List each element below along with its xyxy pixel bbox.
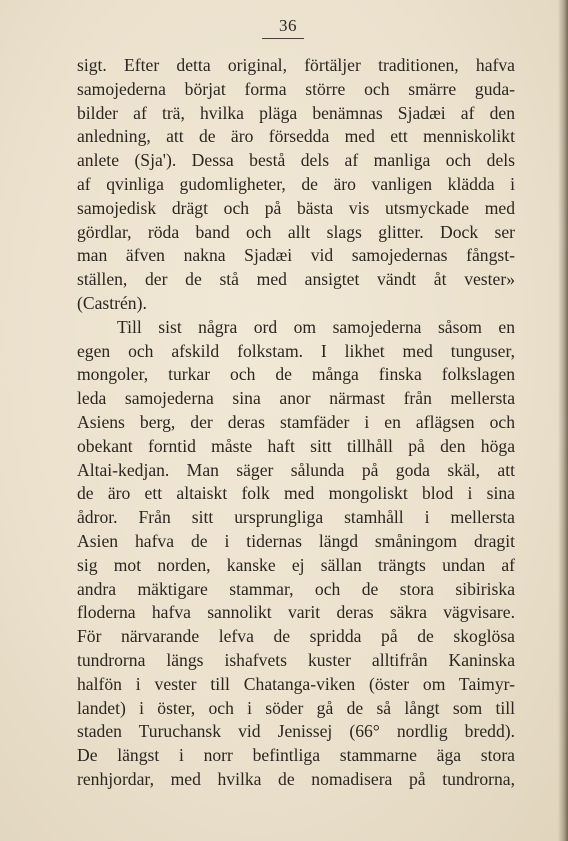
text-line: mongoler, turkar och de många finska folkslagen <box>77 364 515 385</box>
text-line: andra mäktigare stammar, och de stora sibiriska <box>77 578 515 599</box>
text-line: obekant forntid måste haft sitt tillhåll på den höga <box>77 435 515 456</box>
page-number: 36 <box>279 16 297 35</box>
text-line: renhjordar, med hvilka de nomadisera på tundrorna, <box>77 768 515 789</box>
text-line: tundrorna längs ishafvets kuster alltifrån Kaninska <box>77 649 515 670</box>
text-line: ställen, der de stå med ansigtet vändt åt vester» <box>77 269 515 290</box>
text-line: ådror. Från sitt ursprungliga stamhåll i mellersta <box>77 507 515 528</box>
body-text <box>77 54 515 792</box>
text-line: anledning, att de äro försedda med ett menniskolikt <box>77 126 515 147</box>
text-line: Asien hafva de i tidernas längd småningom dragit <box>77 530 515 551</box>
text-line: samojedisk drägt och på bästa vis utsmyckade med <box>77 197 515 218</box>
text-line: bilder af trä, hvilka pläga benämnas Sjadæi af den <box>77 102 515 123</box>
text-line: de äro ett altaiskt folk med mongoliskt blod i sina <box>77 483 515 504</box>
text-line: anlete (Sja'). Dessa bestå dels af manliga och dels <box>77 150 515 171</box>
text-line: Till sist några ord om samojederna såsom en <box>117 316 515 337</box>
text-line: leda samojederna sina anor närmast från mellersta <box>77 388 515 409</box>
text-line: af qvinliga gudomligheter, de äro vanligen klädda i <box>77 173 515 194</box>
text-line: Asiens berg, der deras stamfäder i en aflägsen och <box>77 411 515 432</box>
text-line: landet) i öster, och i söder gå de så långt som till <box>77 697 515 718</box>
text-line: gördlar, röda band och allt slags glitter. Dock ser <box>77 221 515 242</box>
text-line: De längst i norr befintliga stammarne äga stora <box>77 745 515 766</box>
text-line: staden Turuchansk vid Jenissej (66° nordlig bredd). <box>77 721 515 742</box>
text-line: samojederna börjat forma större och smärre guda- <box>77 78 515 99</box>
text-line: Altai-kedjan. Man säger sålunda på goda skäl, att <box>77 459 515 480</box>
page-edge-shadow <box>558 0 568 841</box>
text-line: floderna hafva sannolikt varit deras säkra vägvisare. <box>77 602 515 623</box>
text-line: sigt. Efter detta original, förtäljer traditionen, hafva <box>77 55 515 75</box>
text-line: man äfven nakna Sjadæi vid samojedernas fångst- <box>77 245 515 266</box>
text-line: sig mot norden, kanske ej sällan trängts undan af <box>77 554 515 575</box>
text-line: egen och afskild folkstam. I likhet med tunguser, <box>77 340 515 361</box>
text-line: halfön i vester till Chatanga-viken (öster om Taimyr- <box>77 673 515 694</box>
text-line: För närvarande lefva de spridda på de skoglösa <box>77 626 515 647</box>
text-line: (Castrén). <box>77 292 147 313</box>
page-number-rule <box>262 38 304 39</box>
